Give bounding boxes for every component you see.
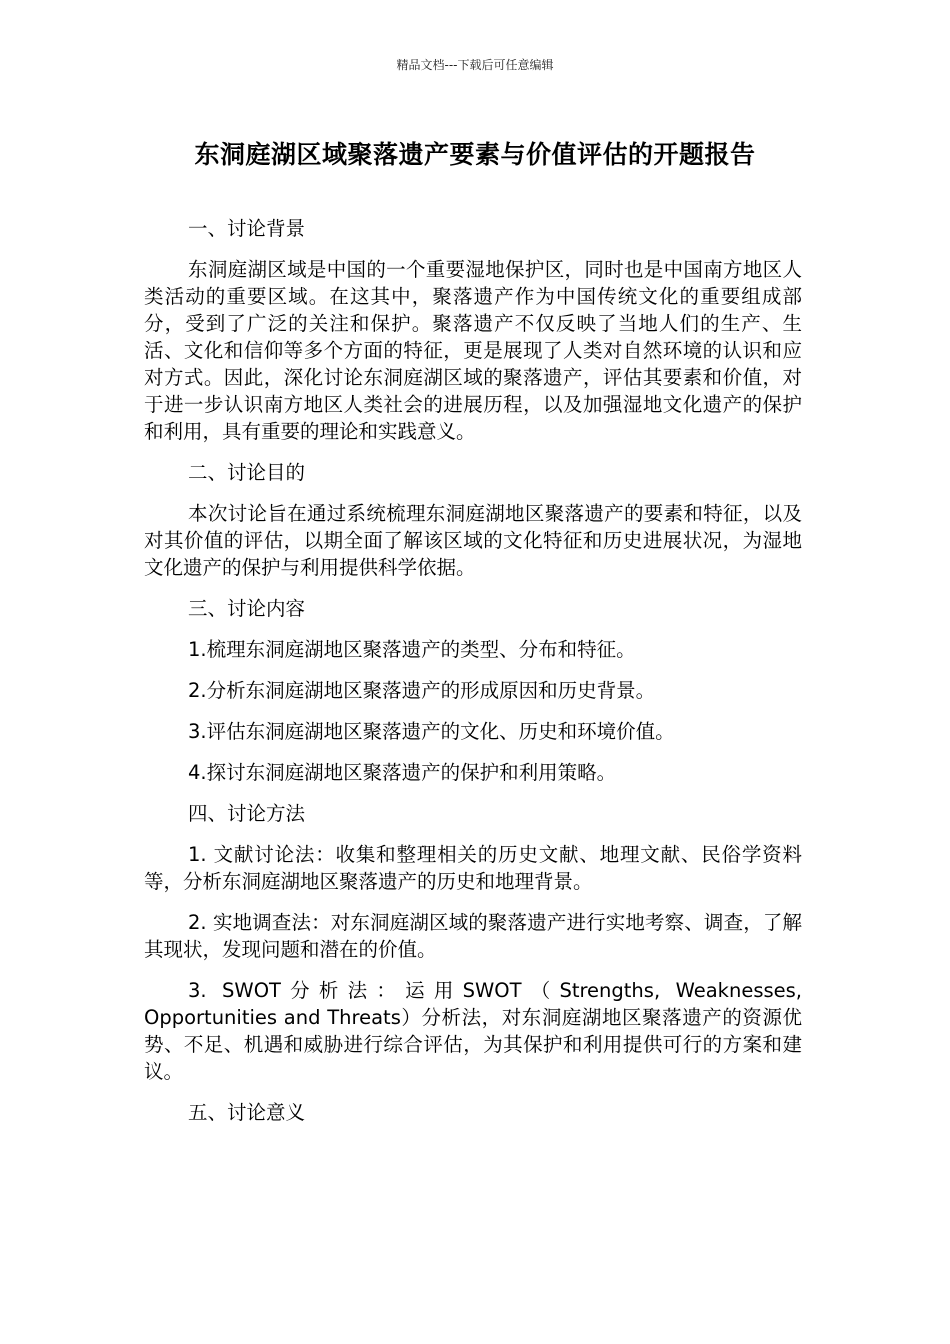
list-item-method-1: 1. 文献讨论法：收集和整理相关的历史文献、地理文献、民俗学资料等，分析东洞庭湖地区聚落遗产的历史和地理背景。 <box>144 843 802 893</box>
header-note: 精品文档---下载后可任意编辑 <box>396 58 554 72</box>
paragraph-purpose: 本次讨论旨在通过系统梳理东洞庭湖地区聚落遗产的要素和特征，以及对其价值的评估，以期全面了解该区域的文化特征和历史进展状况，为湿地文化遗产的保护与利用提供科学依据。 <box>144 502 802 579</box>
list-item-method-2: 2. 实地调查法：对东洞庭湖区域的聚落遗产进行实地考察、调查，了解其现状，发现问题和潜在的价值。 <box>144 911 802 961</box>
section-heading-method: 四、讨论方法 <box>188 802 306 825</box>
document-title: 东洞庭湖区域聚落遗产要素与价值评估的开题报告 <box>194 140 756 169</box>
list-item-method-3: 3. SWOT分析法：运用SWOT（Strengths, Weaknesses, Opportunities and Threats）分析法，对东洞庭湖地区聚落遗产的资源优势、不足、机遇和威胁进行综合评估，为其保护和利用提供可行的方案和建议。 <box>144 979 802 1083</box>
list-item-content-2: 2.分析东洞庭湖地区聚落遗产的形成原因和历史背景。 <box>188 679 656 702</box>
section-heading-background: 一、讨论背景 <box>188 217 306 240</box>
section-heading-purpose: 二、讨论目的 <box>188 461 306 484</box>
list-item-content-4: 4.探讨东洞庭湖地区聚落遗产的保护和利用策略。 <box>188 761 617 784</box>
document-body <box>144 215 802 1140</box>
section-heading-significance: 五、讨论意义 <box>188 1101 306 1124</box>
list-item-content-1: 1.梳理东洞庭湖地区聚落遗产的类型、分布和特征。 <box>188 638 636 661</box>
paragraph-background: 东洞庭湖区域是中国的一个重要湿地保护区，同时也是中国南方地区人类活动的重要区域。在这其中，聚落遗产作为中国传统文化的重要组成部分，受到了广泛的关注和保护。聚落遗产不仅反映了当地人们的生产、生活、文化和信仰等多个方面的特征，更是展现了人类对自然环境的认识和应对方式。因此，深化讨论东洞庭湖区域的聚落遗产，评估其要素和价值，对于进一步认识南方地区人类社会的进展历程，以及加强湿地文化遗产的保护和利用，具有重要的理论和实践意义。 <box>144 258 802 443</box>
list-item-content-3: 3.评估东洞庭湖地区聚落遗产的文化、历史和环境价值。 <box>188 720 675 743</box>
section-heading-content: 三、讨论内容 <box>188 597 306 620</box>
